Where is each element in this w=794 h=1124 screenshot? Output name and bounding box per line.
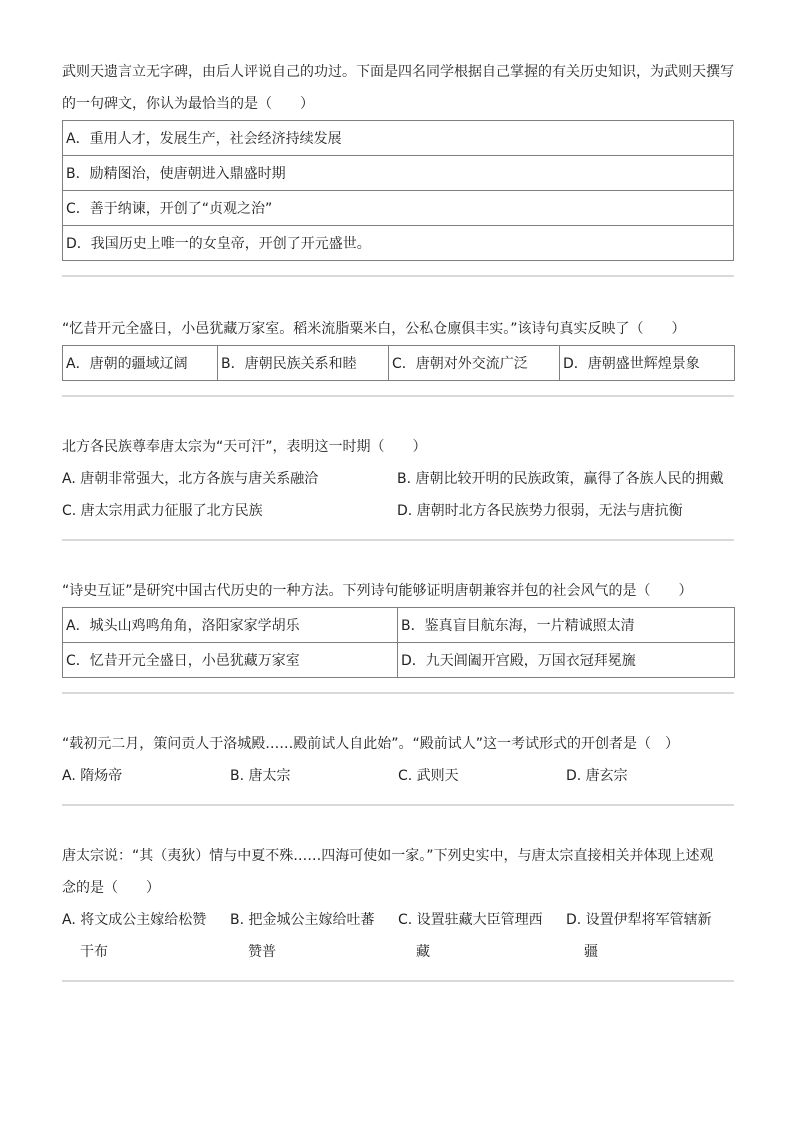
question-stem bbox=[62, 728, 734, 760]
option-b[interactable]: B．鉴真盲目航东海，一片精诚照太清 bbox=[398, 608, 735, 643]
stem-line: “忆昔开元全盛日，小邑犹藏万家室。稻米流脂粟米白，公私仓廪俱丰实。”该诗句真实反映了（ ） bbox=[62, 321, 686, 337]
option-b[interactable]: B．唐朝民族关系和睦 bbox=[218, 346, 389, 381]
question-stem bbox=[62, 840, 734, 904]
option-c[interactable]: C. 武则天 bbox=[398, 768, 459, 784]
divider bbox=[62, 275, 734, 277]
option-text: 赞普 bbox=[248, 944, 276, 960]
option-d[interactable]: D．唐朝盛世辉煌景象 bbox=[560, 346, 735, 381]
stem-line: 唐太宗说：“其（夷狄）情与中夏不殊……四海可使如一家。”下列史实中，与唐太宗直接相关并体现上述观 bbox=[62, 848, 714, 864]
option-c[interactable]: C．唐朝对外交流广泛 bbox=[389, 346, 560, 381]
options-table bbox=[62, 345, 735, 381]
stem-line: 念的是（ ） bbox=[62, 880, 160, 896]
option-d[interactable]: D. 唐玄宗 bbox=[566, 768, 628, 784]
option-d[interactable]: D．九天阊阖开宫殿，万国衣冠拜冕旒 bbox=[398, 643, 735, 678]
option-b[interactable]: B. 唐太宗 bbox=[230, 768, 291, 784]
question-4 bbox=[62, 575, 734, 694]
divider bbox=[62, 980, 734, 982]
option-a[interactable] bbox=[62, 904, 230, 968]
stem-line: 武则天遗言立无字碑，由后人评说自己的功过。下面是四名同学根据自己掌握的有关历史知识，为武则天撰写 bbox=[62, 64, 734, 80]
option-a[interactable]: A．唐朝的疆域辽阔 bbox=[63, 346, 218, 381]
stem-line: 北方各民族尊奉唐太宗为“天可汗”，表明这一时期（ ） bbox=[62, 439, 427, 455]
option-a[interactable]: A．重用人才，发展生产，社会经济持续发展 bbox=[63, 121, 734, 156]
question-stem bbox=[62, 56, 734, 120]
option-text: 疆 bbox=[584, 944, 598, 960]
question-stem bbox=[62, 431, 734, 463]
option-b[interactable]: B．励精图治，使唐朝进入鼎盛时期 bbox=[63, 156, 734, 191]
option-d[interactable]: D．我国历史上唯一的女皇帝，开创了开元盛世。 bbox=[63, 226, 734, 261]
option-text: 干布 bbox=[80, 944, 108, 960]
divider bbox=[62, 395, 734, 397]
question-3 bbox=[62, 431, 734, 541]
question-stem bbox=[62, 313, 734, 345]
option-c[interactable]: C. 唐太宗用武力征服了北方民族 bbox=[62, 503, 263, 519]
question-5 bbox=[62, 728, 734, 806]
options-table bbox=[62, 607, 735, 678]
divider bbox=[62, 692, 734, 694]
stem-line: 的一句碑文，你认为最恰当的是（ ） bbox=[62, 96, 314, 112]
option-c[interactable]: C．善于纳谏，开创了“贞观之治” bbox=[63, 191, 734, 226]
option-c[interactable]: C．忆昔开元全盛日，小邑犹藏万家室 bbox=[63, 643, 398, 678]
option-a[interactable]: A．城头山鸡鸣角角，洛阳家家学胡乐 bbox=[63, 608, 398, 643]
option-a[interactable]: A. 唐朝非常强大，北方各族与唐关系融洽 bbox=[62, 471, 319, 487]
option-text: 藏 bbox=[416, 944, 430, 960]
divider bbox=[62, 539, 734, 541]
option-text: B. 把金城公主嫁给吐蕃 bbox=[230, 912, 375, 928]
question-6 bbox=[62, 840, 734, 982]
option-d[interactable] bbox=[566, 904, 734, 968]
stem-line: “诗史互证”是研究中国古代历史的一种方法。下列诗句能够证明唐朝兼容并包的社会风气的是（ ） bbox=[62, 583, 693, 599]
question-stem bbox=[62, 575, 734, 607]
question-sheet bbox=[62, 56, 734, 982]
option-c[interactable] bbox=[398, 904, 566, 968]
options-table bbox=[62, 120, 734, 261]
option-a[interactable]: A. 隋炀帝 bbox=[62, 768, 123, 784]
options-grid bbox=[62, 904, 734, 968]
option-text: D. 设置伊犁将军管辖新 bbox=[566, 912, 712, 928]
option-text: C. 设置驻藏大臣管理西 bbox=[398, 912, 543, 928]
options-grid bbox=[62, 760, 734, 792]
option-d[interactable]: D. 唐朝时北方各民族势力很弱，无法与唐抗衡 bbox=[397, 503, 683, 519]
option-b[interactable] bbox=[230, 904, 398, 968]
divider bbox=[62, 804, 734, 806]
options-grid bbox=[62, 463, 734, 527]
question-2 bbox=[62, 313, 734, 397]
question-1 bbox=[62, 56, 734, 277]
option-b[interactable]: B. 唐朝比较开明的民族政策，赢得了各族人民的拥戴 bbox=[397, 471, 724, 487]
option-text: A. 将文成公主嫁给松赞 bbox=[62, 912, 207, 928]
stem-line: “载初元二月，策问贡人于洛城殿……殿前试人自此始”。“殿前试人”这一考试形式的开创者是（ ） bbox=[62, 736, 680, 752]
